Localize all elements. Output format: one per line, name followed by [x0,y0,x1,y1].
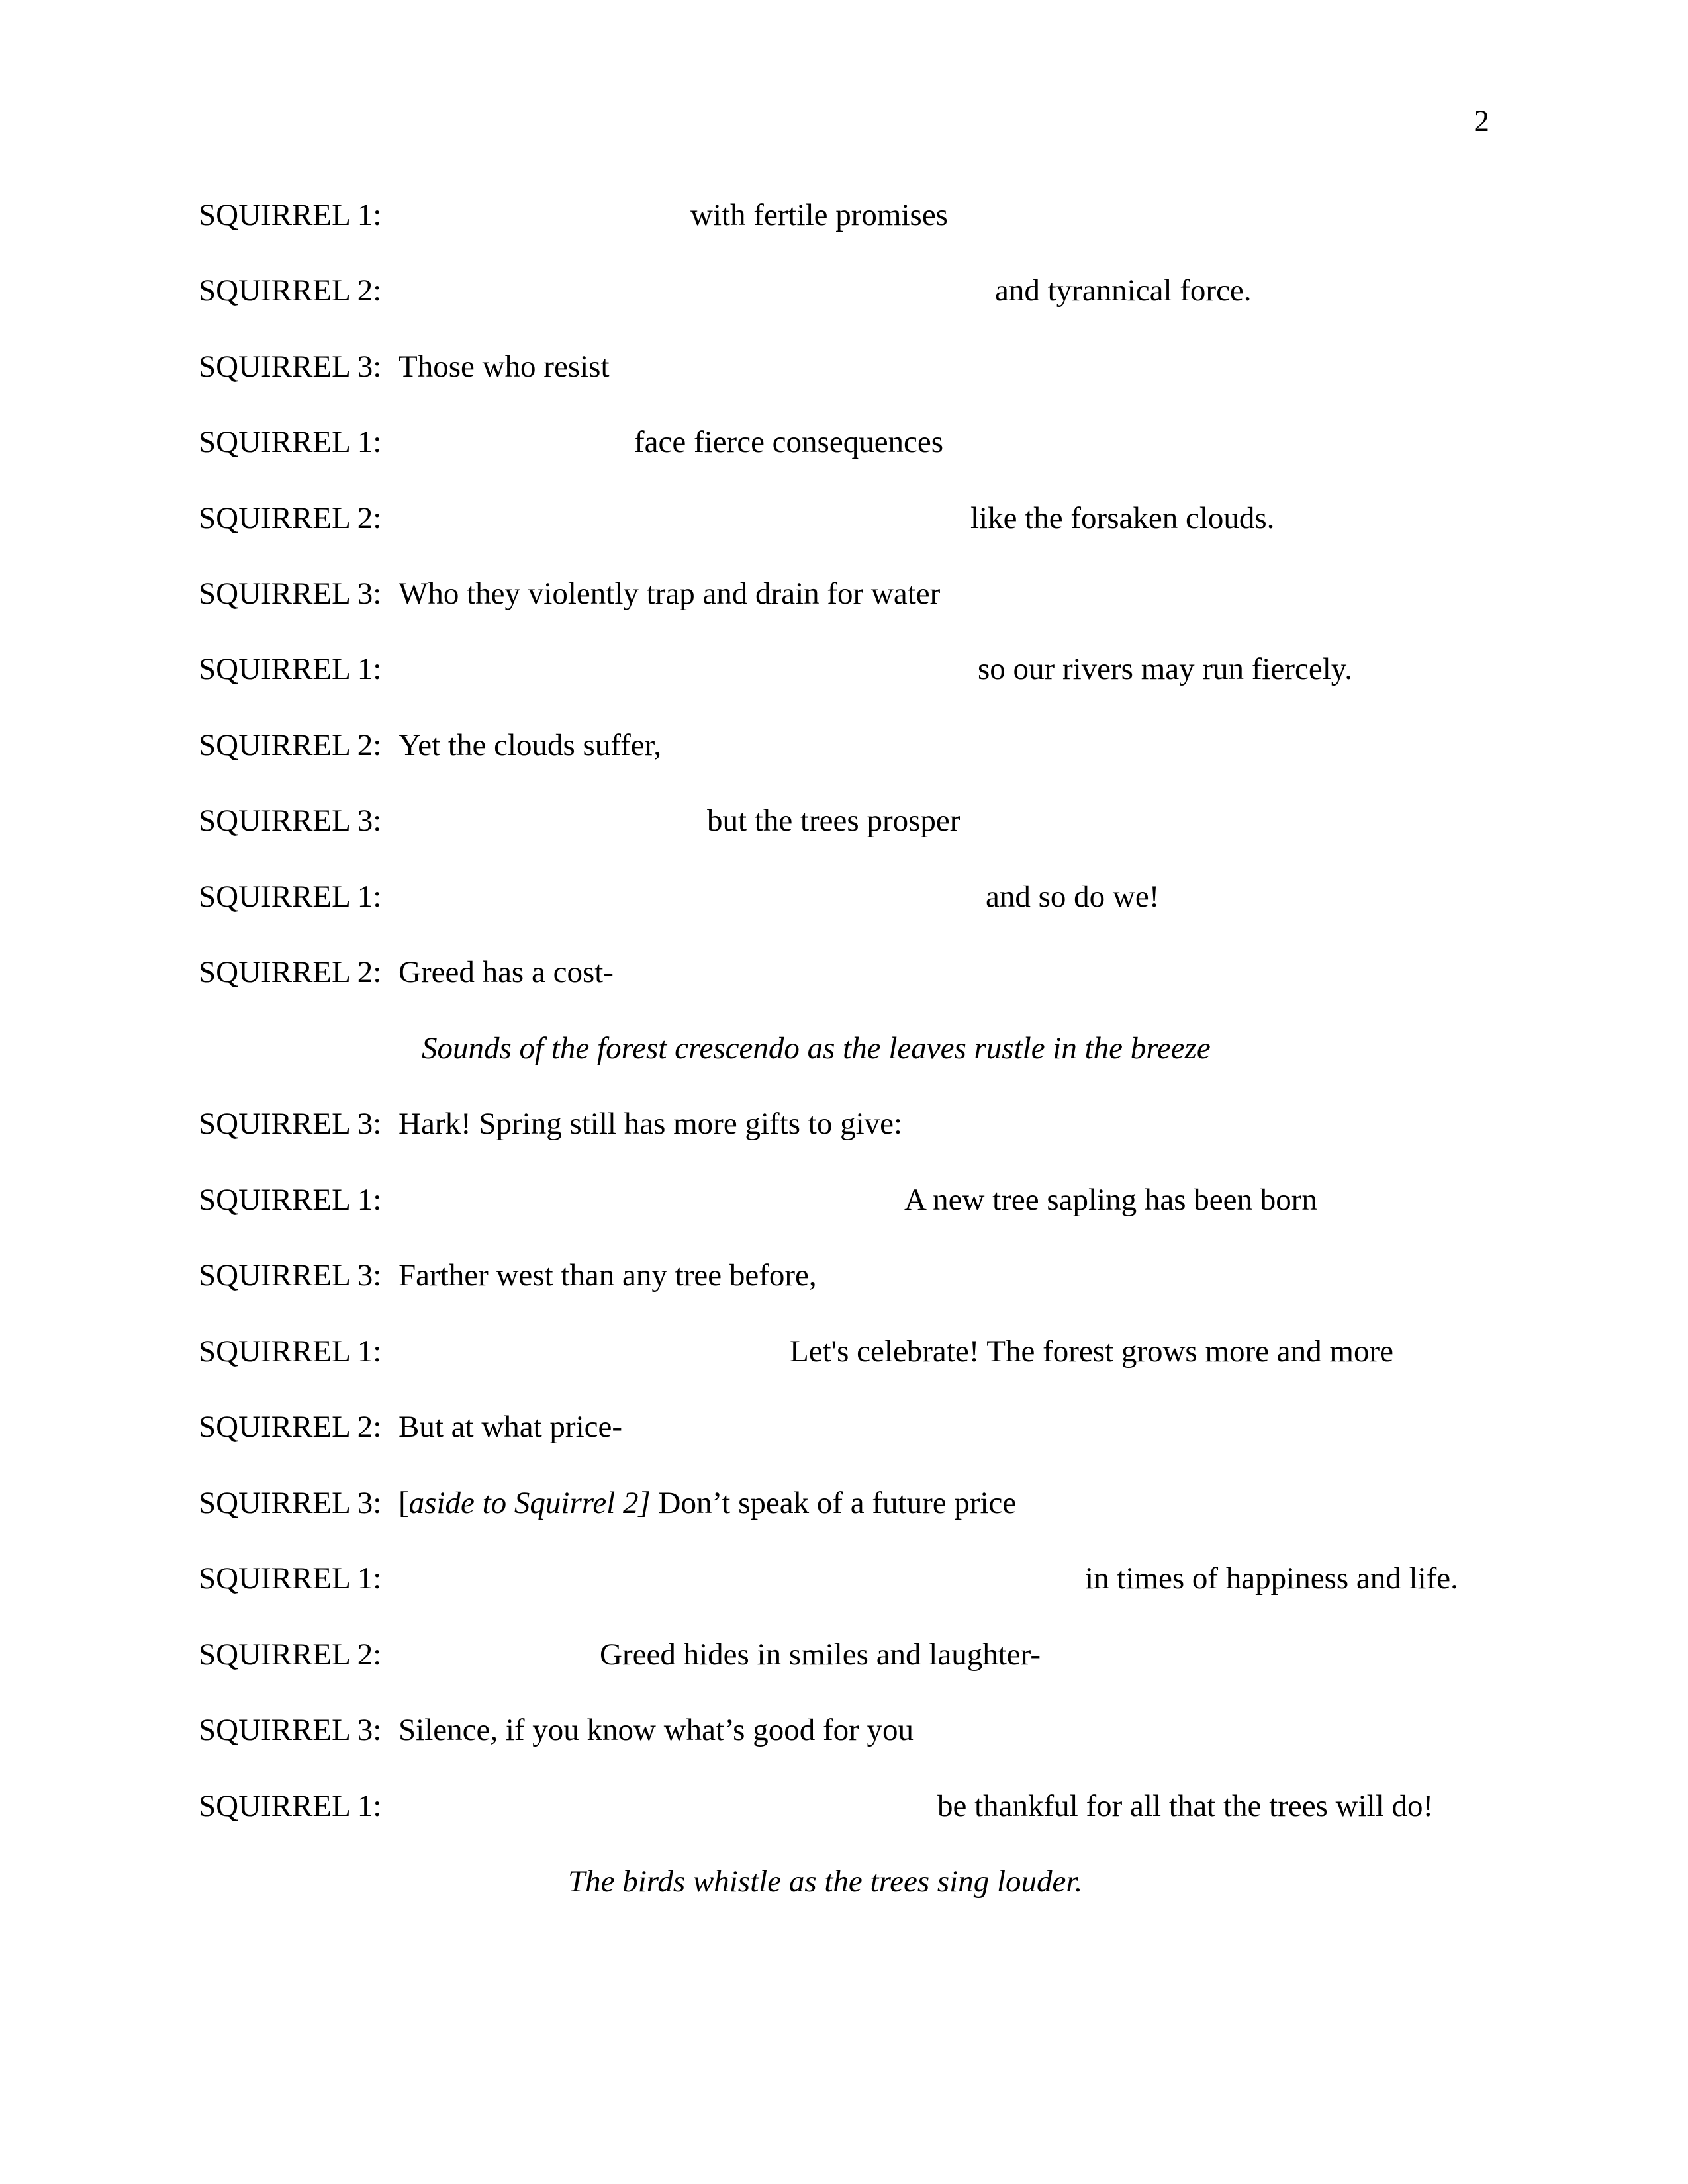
speaker-label: SQUIRREL 1: [199,652,382,686]
dialogue-text: in times of happiness and life. [1085,1561,1458,1596]
speaker-label: SQUIRREL 3: [199,1258,382,1293]
dialogue-text: and tyrannical force. [995,273,1252,308]
dialogue-text: Silence, if you know what’s good for you [399,1713,914,1747]
speaker-label: SQUIRREL 2: [199,501,382,535]
dialogue-text: Who they violently trap and drain for water [399,576,941,611]
speaker-label: SQUIRREL 1: [199,880,382,914]
page-number: 2 [1474,104,1489,138]
speaker-label: SQUIRREL 1: [199,1789,382,1823]
dialogue-text: so our rivers may run fiercely. [978,652,1352,686]
dialogue-text: Those who resist [399,349,610,384]
speaker-label: SQUIRREL 2: [199,728,382,762]
speaker-label: SQUIRREL 2: [199,1410,382,1444]
dialogue-text: Greed has a cost- [399,955,614,989]
dialogue-text: Farther west than any tree before, [399,1258,817,1293]
aside-direction: aside to Squirrel 2] [408,1486,651,1520]
dialogue-text: Hark! Spring still has more gifts to give: [399,1107,903,1141]
speaker-label: SQUIRREL 2: [199,1637,382,1672]
dialogue-text: Greed hides in smiles and laughter- [600,1637,1041,1672]
speaker-label: SQUIRREL 3: [199,349,382,384]
dialogue-text: A new tree sapling has been born [904,1183,1317,1217]
speaker-label: SQUIRREL 1: [199,1334,382,1369]
dialogue-text: but the trees prosper [707,803,961,838]
speaker-label: SQUIRREL 2: [199,273,382,308]
speaker-label: SQUIRREL 1: [199,425,382,459]
dialogue-text: be thankful for all that the trees will do! [937,1789,1434,1823]
stage-direction: The birds whistle as the trees sing louder. [568,1864,1083,1899]
speaker-label: SQUIRREL 3: [199,803,382,838]
aside-bracket: [ [399,1486,409,1520]
dialogue-text: But at what price- [399,1410,623,1444]
dialogue-text: face fierce consequences [634,425,944,459]
speaker-label: SQUIRREL 1: [199,198,382,232]
stage-direction: Sounds of the forest crescendo as the leaves rustle in the breeze [422,1031,1211,1066]
dialogue-text: Yet the clouds suffer, [399,728,662,762]
dialogue-with-aside [399,1488,1016,1519]
speaker-label: SQUIRREL 1: [199,1561,382,1596]
speaker-label: SQUIRREL 3: [199,1713,382,1747]
dialogue-text: with fertile promises [690,198,948,232]
speaker-label: SQUIRREL 3: [199,1107,382,1141]
speaker-label: SQUIRREL 1: [199,1183,382,1217]
dialogue-text: Don’t speak of a future price [658,1486,1017,1520]
speaker-label: SQUIRREL 3: [199,1486,382,1520]
speaker-label: SQUIRREL 3: [199,576,382,611]
speaker-label: SQUIRREL 2: [199,955,382,989]
dialogue-text: Let's celebrate! The forest grows more and more [790,1334,1393,1369]
dialogue-text: like the forsaken clouds. [970,501,1275,535]
dialogue-text: and so do we! [986,880,1160,914]
